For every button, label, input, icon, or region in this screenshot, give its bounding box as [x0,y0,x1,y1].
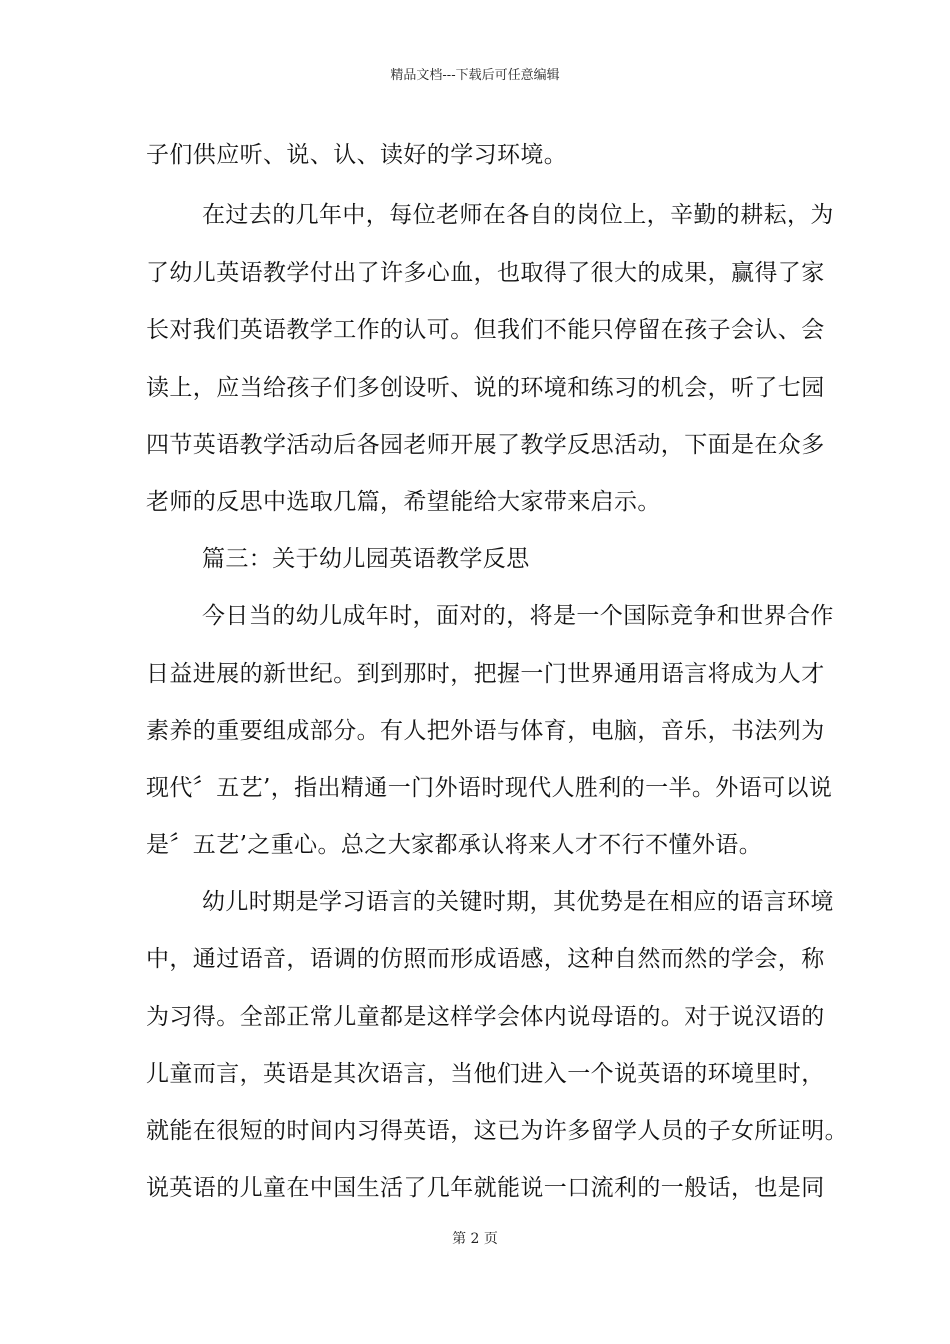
page-header: 精品文档---下载后可任意编辑 [390,68,560,83]
text-line: 幼儿时期是学习语言的关键时期，其优势是在相应的语言环境 [202,889,834,915]
text-line: 为习得。全部正常儿童都是这样学会体内说母语的。对于说汉语的 [146,1004,825,1030]
text-line: 是〞五艺’之重心。总之大家都承认将来人才不行不懂外语。 [146,832,763,858]
text-line: 日益进展的新世纪。到到那时，把握一门世界通用语言将成为人才 [146,661,825,687]
text-line: 了幼儿英语教学付出了许多心血，也取得了很大的成果，赢得了家 [146,260,825,286]
text-line: 说英语的儿童在中国生活了几年就能说一口流利的一般话，也是同 [146,1175,825,1201]
text-line: 子们供应听、说、认、读好的学习环境。 [146,142,568,168]
text-line: 儿童而言，英语是其次语言，当他们进入一个说英语的环境里时， [146,1061,825,1087]
text-line: 就能在很短的时间内习得英语，这已为许多留学人员的子女所证明。 [146,1118,848,1144]
page-number: 第 2 页 [452,1231,498,1247]
text-line: 今日当的幼儿成年时，面对的，将是一个国际竞争和世界合作 [202,603,834,629]
text-line: 在过去的几年中，每位老师在各自的岗位上，辛勤的耕耘，为 [202,202,834,228]
text-line: 中，通过语音，语调的仿照而形成语感，这种自然而然的学会，称 [146,946,825,972]
section-heading: 篇三：关于幼儿园英语教学反思 [202,546,530,572]
text-line: 现代〞五艺’，指出精通一门外语时现代人胜利的一半。外语可以说 [146,775,833,801]
text-line: 老师的反思中选取几篇，希望能给大家带来启示。 [146,489,661,515]
text-line: 四节英语教学活动后各园老师开展了教学反思活动，下面是在众多 [146,432,825,458]
text-line: 素养的重要组成部分。有人把外语与体育，电脑，音乐，书法列为 [146,718,825,744]
text-line: 读上，应当给孩子们多创设听、说的环境和练习的机会，听了七园 [146,375,825,401]
text-line: 长对我们英语教学工作的认可。但我们不能只停留在孩子会认、会 [146,317,825,343]
